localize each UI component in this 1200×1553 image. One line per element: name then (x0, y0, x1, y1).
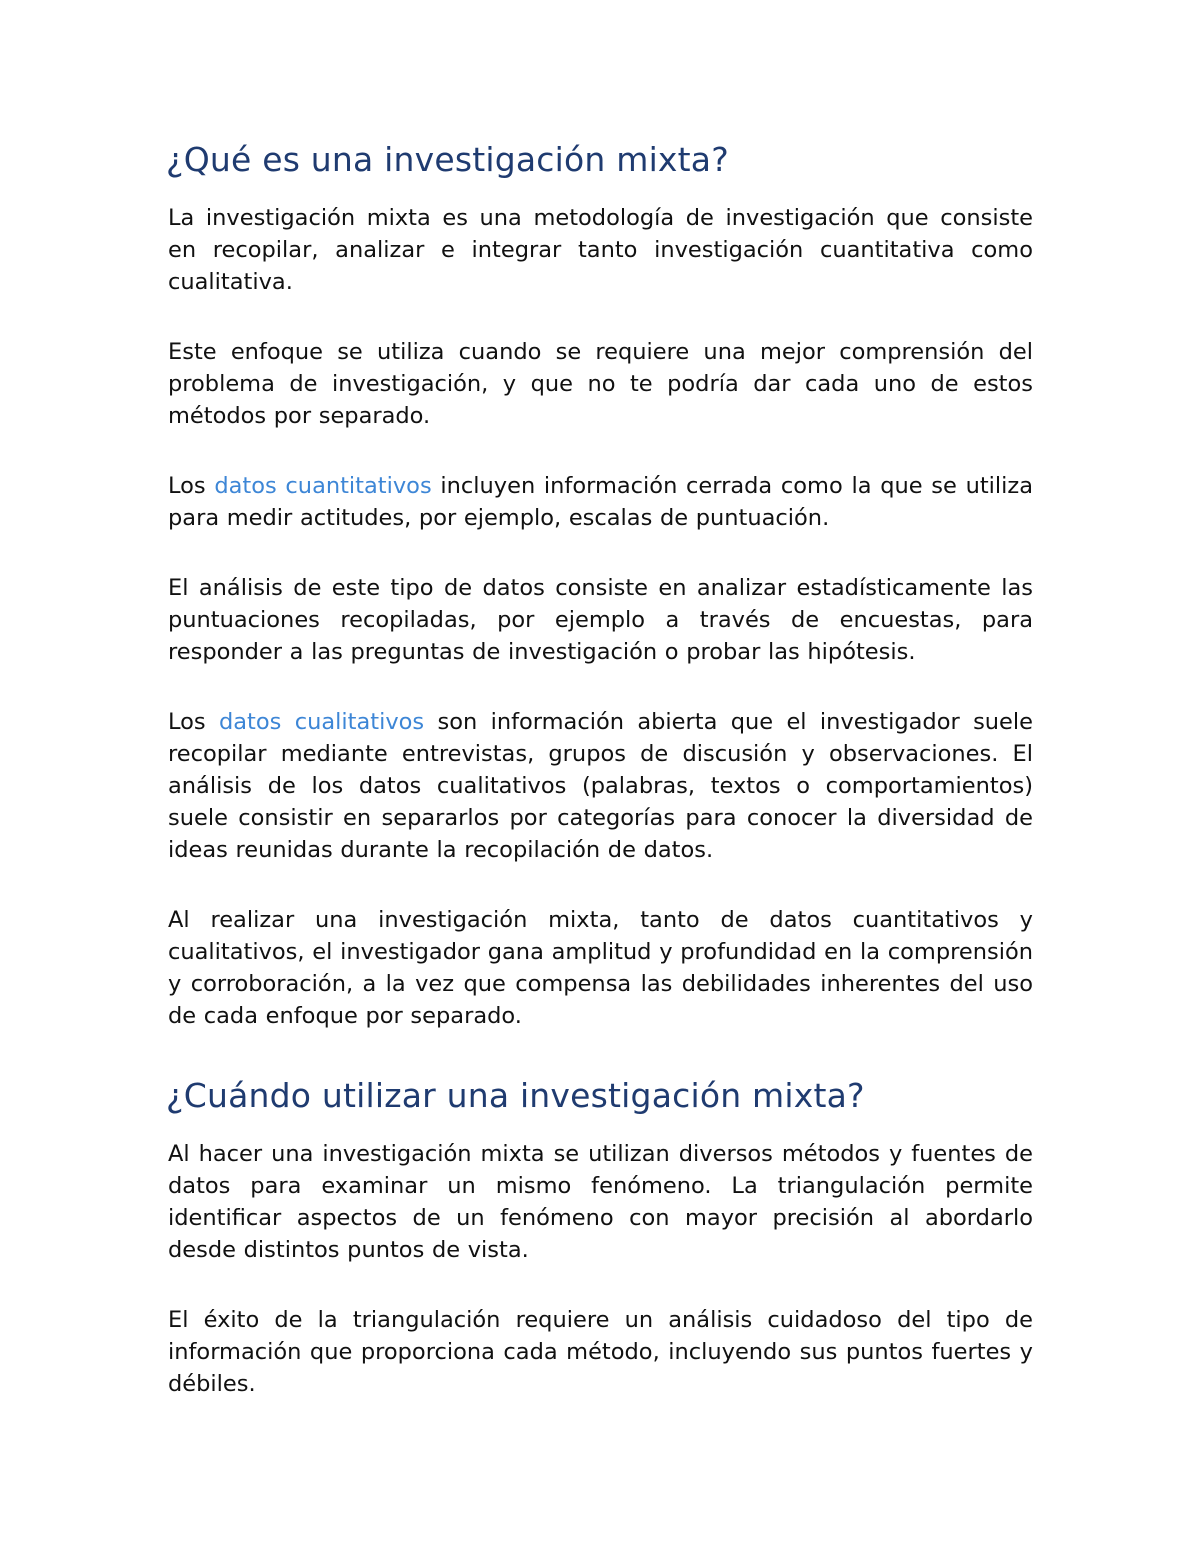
document-page (168, 138, 1033, 1400)
datos-cuantitativos-link[interactable]: datos cuantitativos (214, 473, 432, 499)
paragraph-triangulacion: Al hacer una investigación mixta se utilizan diversos métodos y fuentes de datos para examinar un mismo fenómeno. La triangulación permite identificar aspectos de un fenómeno con mayor precisión al abordarlo desde distintos puntos de vista. (168, 1141, 1033, 1263)
heading-cuando-utilizar: ¿Cuándo utilizar una investigación mixta? (166, 1076, 865, 1115)
text-los-1: Los (168, 473, 215, 499)
paragraph-definition: La investigación mixta es una metodología de investigación que consiste en recopilar, analizar e integrar tanto investigación cuantitativa como cualitativa. (168, 205, 1033, 295)
paragraph-enfoque: Este enfoque se utiliza cuando se requiere una mejor comprensión del problema de investigación, y que no te podría dar cada uno de estos métodos por separado. (168, 339, 1033, 429)
datos-cualitativos-link[interactable]: datos cualitativos (218, 709, 425, 735)
text-cualitativos-rest: son información abierta que el investigador suele recopilar mediante entrevistas, grupos de discusión y observaciones. El análisis de los datos cualitativos (palabras, textos o comportamientos) suele consistir en separarlos por categorías para conocer la diversidad de ideas reunidas durante la recopilación de datos. (168, 709, 1033, 863)
heading-que-es: ¿Qué es una investigación mixta? (166, 140, 729, 179)
paragraph-al-realizar: Al realizar una investigación mixta, tanto de datos cuantitativos y cualitativos, el investigador gana amplitud y profundidad en la comprensión y corroboración, a la vez que compensa las debilidades inherentes del uso de cada enfoque por separado. (168, 907, 1033, 1029)
paragraph-datos-cualitativos (168, 706, 1033, 866)
paragraph-datos-cuantitativos (168, 470, 1033, 534)
text-los-2: Los (168, 709, 219, 735)
paragraph-analisis: El análisis de este tipo de datos consiste en analizar estadísticamente las puntuaciones recopiladas, por ejemplo a través de encuestas, para responder a las preguntas de investigación o probar las hipótesis. (168, 575, 1033, 665)
paragraph-exito: El éxito de la triangulación requiere un análisis cuidadoso del tipo de información que proporciona cada método, incluyendo sus puntos fuertes y débiles. (168, 1307, 1033, 1397)
text-cuantitativos-rest: incluyen información cerrada como la que se utiliza para medir actitudes, por ejemplo, escalas de puntuación. (168, 473, 1034, 531)
